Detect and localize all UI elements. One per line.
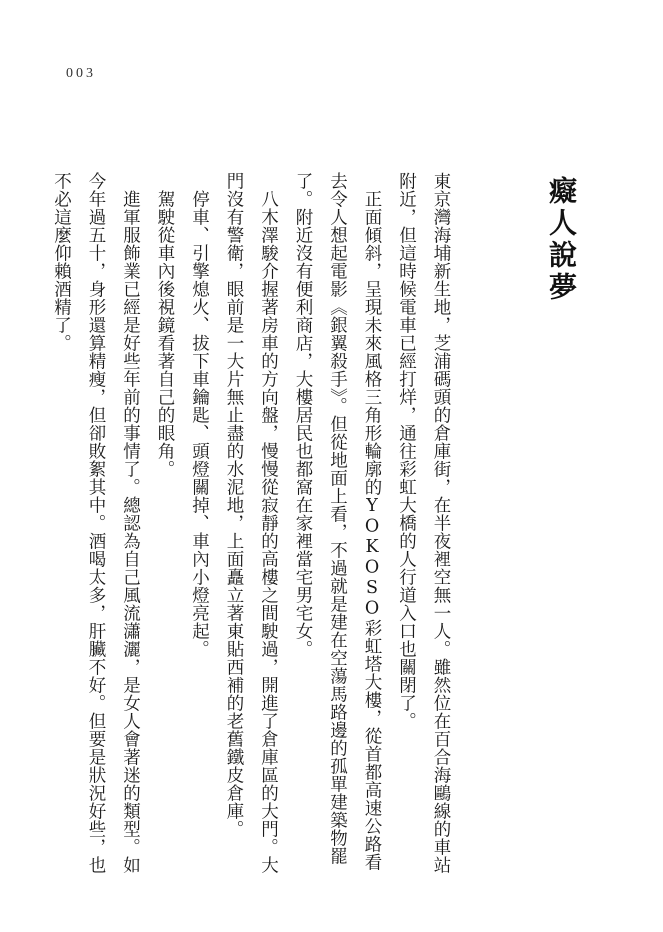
- chapter-body: [51, 172, 458, 882]
- page-number: 003: [66, 66, 96, 81]
- paragraph: 東京灣海埔新生地，芝浦碼頭的倉庫街，在半夜裡空無一人。雖然位在百合海鷗線的車站附近，但這時候電車已經打烊，通往彩虹大橋的人行道入口也關閉了。: [396, 172, 451, 874]
- chapter-title: 癡人說夢: [545, 176, 578, 304]
- paragraph: 八木澤駿介握著房車的方向盤，慢慢從寂靜的高樓之間駛過，開進了倉庫區的大門。大門沒有警衛，眼前是一大片無止盡的水泥地，上面矗立著東貼西補的老舊鐵皮倉庫。: [224, 172, 279, 874]
- paragraph: 正面傾斜，呈現未來風格三角形輪廓的YOKOSO彩虹塔大樓，從首都高速公路看去令人想起電影《銀翼殺手》。但從地面上看，不過就是建在空蕩馬路邊的孤單建築物罷了。附近沒有便利商店，大樓居民也都窩在家裡當宅男宅女。: [293, 172, 382, 871]
- paragraph: 進軍服飾業已經是好些年前的事情了。總認為自己風流瀟灑，是女人會著迷的類型。如今年過五十，身形還算精瘦，但卻敗絮其中。酒喝太多，肝臟不好。但要是狀況好些，也不必這麼仰賴酒精了。: [51, 172, 141, 874]
- paragraph: 停車、引擎熄火、拔下車鑰匙、頭燈關掉、車內小燈亮起。: [189, 189, 210, 658]
- paragraph: 駕駛從車內後視鏡看著自己的眼角。: [155, 189, 175, 478]
